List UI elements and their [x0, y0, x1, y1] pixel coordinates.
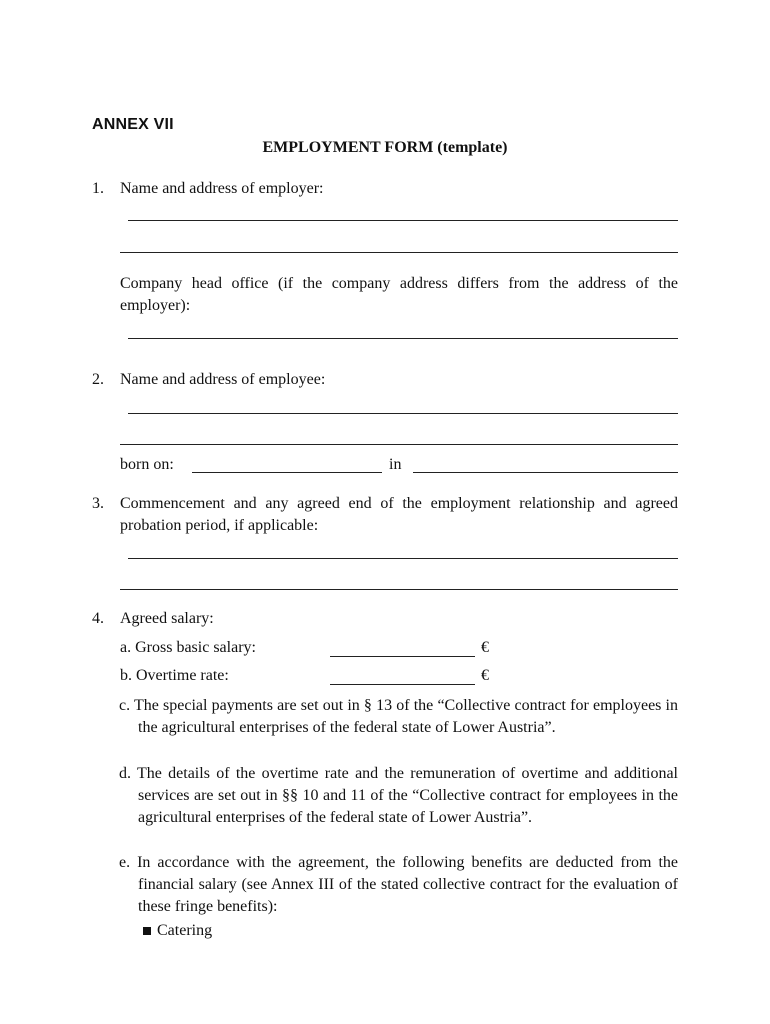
employer-line-2[interactable] — [120, 252, 678, 253]
annex-heading: ANNEX VII — [92, 116, 174, 133]
section-3-number: 3. — [92, 495, 104, 512]
section-4-number: 4. — [92, 610, 104, 627]
head-office-line[interactable] — [128, 338, 678, 339]
item-c-text: c. The special payments are set out in § 13 of the “Collective contract for employees in the agricultural enterprises of the federal state of Lower Austria”. — [119, 697, 678, 736]
born-on-label: born on: — [120, 456, 174, 473]
birthplace-line[interactable] — [413, 472, 678, 473]
overtime-rate-label: b. Overtime rate: — [120, 667, 229, 684]
item-e-benefits — [119, 852, 678, 918]
born-on-line[interactable] — [192, 472, 382, 473]
section-2-number: 2. — [92, 371, 104, 388]
item-e-text: e. In accordance with the agreement, the following benefits are deducted from the financial salary (see Annex III of the stated collective contract for the evaluation of these fringe benefits): — [119, 854, 678, 915]
section-1-number: 1. — [92, 180, 104, 197]
section-4-label: Agreed salary: — [120, 610, 214, 627]
section-2-label: Name and address of employee: — [120, 371, 326, 388]
employment-period-line-2[interactable] — [120, 589, 678, 590]
overtime-rate-currency: € — [481, 667, 489, 684]
gross-salary-line[interactable] — [330, 656, 475, 657]
employee-line-1[interactable] — [128, 413, 678, 414]
gross-salary-label: a. Gross basic salary: — [120, 639, 256, 656]
item-d-text: d. The details of the overtime rate and the remuneration of overtime and additional services are set out in §§ 10 and 11 of the “Collective contract for employees in the agricultural enterprises of the federal state of Lower Austria”. — [119, 765, 678, 826]
form-title-text: EMPLOYMENT FORM (template) — [262, 139, 508, 156]
employment-period-line-1[interactable] — [128, 558, 678, 559]
section-1-label: Name and address of employer: — [120, 180, 324, 197]
gross-salary-currency: € — [481, 639, 489, 656]
birthplace-label: in — [389, 456, 402, 473]
employer-line-1[interactable] — [128, 220, 678, 221]
item-c-special-payments — [119, 695, 678, 739]
item-d-overtime-details — [119, 763, 678, 829]
bullet-catering: Catering — [157, 922, 213, 939]
employee-line-2[interactable] — [120, 444, 678, 445]
overtime-rate-line[interactable] — [330, 684, 475, 685]
bullet-square-icon — [143, 927, 151, 935]
form-title — [0, 139, 770, 157]
section-3-label: Commencement and any agreed end of the employment relationship and agreed probation period, if applicable: — [120, 495, 678, 534]
head-office-text: Company head office (if the company address differs from the address of the employer): — [120, 275, 678, 314]
